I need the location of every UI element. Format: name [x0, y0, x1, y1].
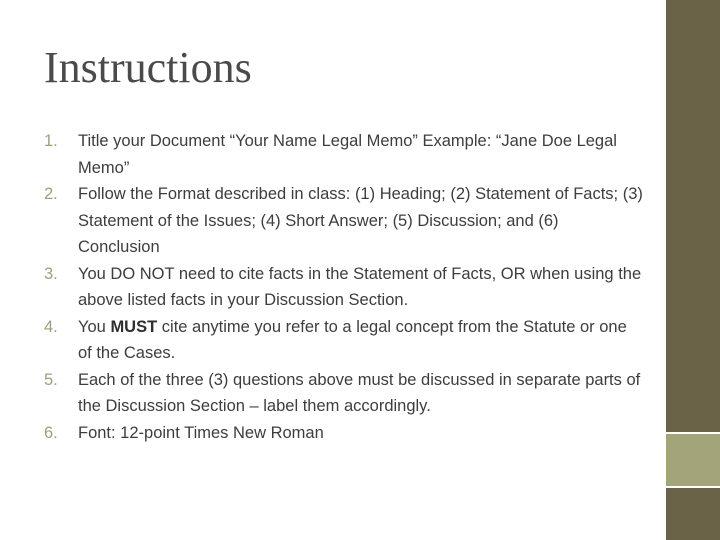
sidebar-accent-block — [666, 434, 720, 486]
list-item-text: Title your Document “Your Name Legal Memo” Example: “Jane Doe Legal Memo” — [78, 132, 617, 177]
list-item-text: Follow the Format described in class: (1) Heading; (2) Statement of Facts; (3) Statement of the Issues; (4) Short Answer; (5) Discussion; and (6) Conclusion — [78, 185, 643, 256]
list-item — [44, 420, 644, 447]
list-item-number: 3. — [44, 264, 58, 283]
list-item-number: 4. — [44, 317, 58, 336]
text-after-emphasis: cite anytime you refer to a legal concept from the Statute or one of the Cases. — [78, 317, 627, 362]
sidebar-divider-bottom — [666, 486, 720, 488]
list-item-number: 5. — [44, 370, 58, 389]
list-item — [44, 314, 644, 367]
list-item-text: You DO NOT need to cite facts in the Statement of Facts, OR when using the above listed facts in your Discussion Section. — [78, 264, 642, 309]
list-item-number: 6. — [44, 423, 58, 442]
list-item-number: 1. — [44, 132, 58, 150]
list-item-text: Each of the three (3) questions above must be discussed in separate parts of the Discussion Section – label them accordingly. — [78, 370, 641, 415]
list-item-text: Font: 12-point Times New Roman — [78, 423, 324, 442]
instruction-list — [44, 128, 644, 446]
emphasis-text: MUST — [110, 317, 158, 336]
list-item-text — [78, 318, 627, 363]
list-item — [44, 181, 644, 261]
list-item — [44, 367, 644, 420]
list-item — [44, 128, 644, 181]
list-item — [44, 261, 644, 314]
list-item-number: 2. — [44, 185, 58, 203]
slide-title: Instructions — [44, 43, 252, 92]
text-before-emphasis: You — [78, 317, 111, 336]
